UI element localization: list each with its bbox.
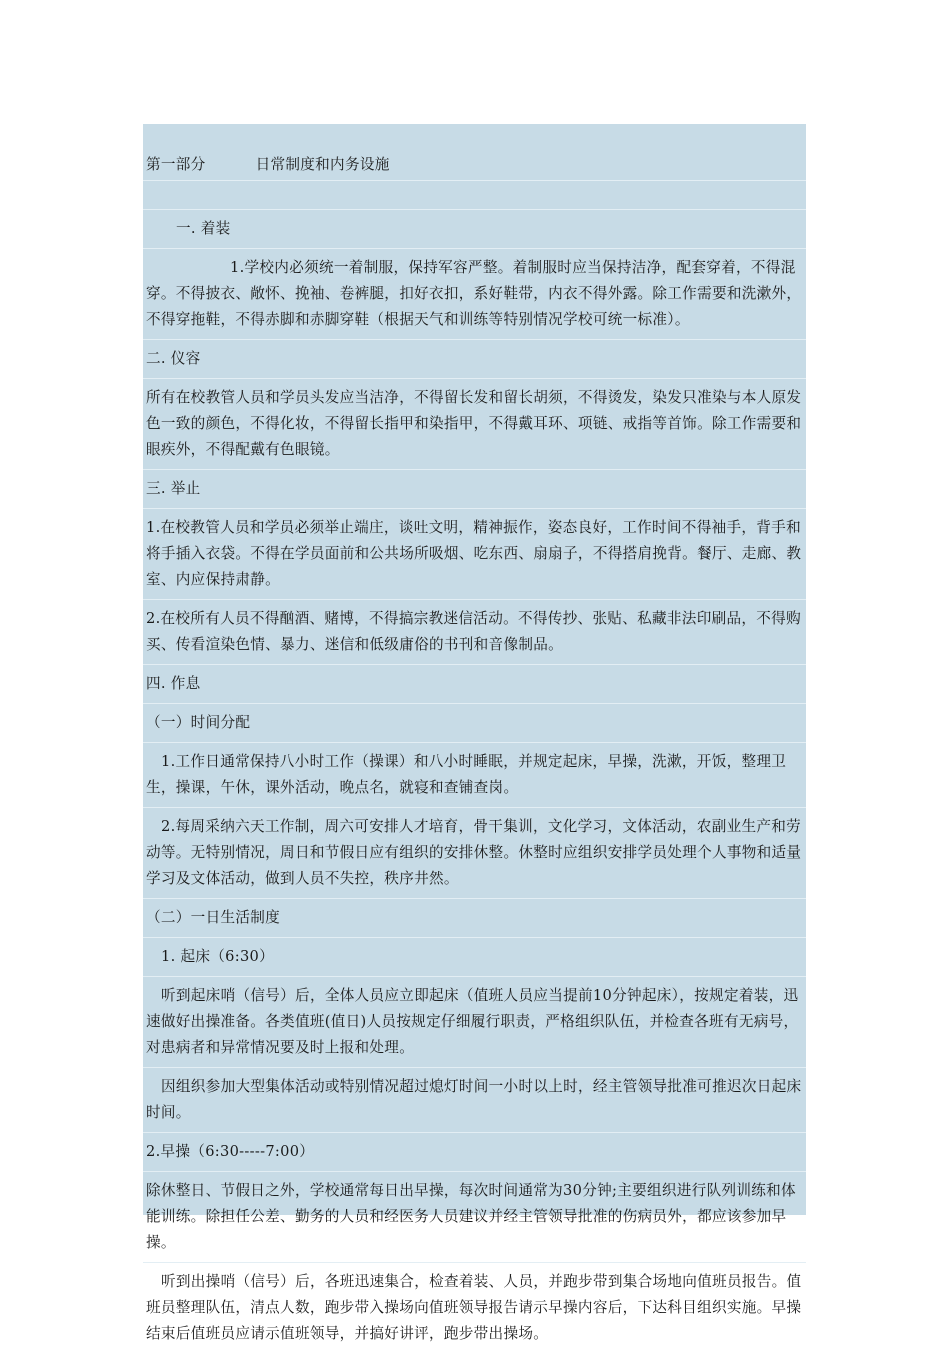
subheading-daily-routine: （二）一日生活制度 — [143, 899, 806, 938]
paragraph-attire-1: 1.学校内必须统一着制服，保持军容严整。着制服时应当保持洁净，配套穿着，不得混穿。不得披衣、敞怀、挽袖、卷裤腿，扣好衣扣，系好鞋带，内衣不得外露。除工作需要和洗漱外，不得穿拖鞋，不得赤脚和赤脚穿鞋（根据天气和训练等特别情况学校可统一标准）。 — [143, 249, 806, 340]
paragraph-wake-up-2: 因组织参加大型集体活动或特别情况超过熄灯时间一小时以上时，经主管领导批准可推迟次日起床时间。 — [143, 1068, 806, 1133]
paragraph-appearance-1: 所有在校教管人员和学员头发应当洁净，不得留长发和留长胡须，不得烫发，染发只准染与本人原发色一致的颜色，不得化妆，不得留长指甲和染指甲，不得戴耳环、项链、戒指等首饰。除工作需要和眼疾外，不得配戴有色眼镜。 — [143, 379, 806, 470]
paragraph-conduct-2: 2.在校所有人员不得酗酒、赌博，不得搞宗教迷信活动。不得传抄、张贴、私藏非法印刷品，不得购买、传看渲染色情、暴力、迷信和低级庸俗的书刊和音像制品。 — [143, 600, 806, 665]
section-heading-attire: 一. 着装 — [143, 210, 806, 249]
section-heading-conduct: 三. 举止 — [143, 470, 806, 509]
item-wake-up: 1. 起床（6:30） — [143, 938, 806, 977]
document-page — [143, 124, 806, 1342]
paragraph-conduct-1: 1.在校教管人员和学员必须举止端庄，谈吐文明，精神振作，姿态良好，工作时间不得袖手，背手和将手插入衣袋。不得在学员面前和公共场所吸烟、吃东西、扇扇子，不得搭肩挽背。餐厅、走廊、教室、内应保持肃静。 — [143, 509, 806, 600]
section-heading-schedule: 四. 作息 — [143, 665, 806, 704]
subheading-time-allocation: （一）时间分配 — [143, 704, 806, 743]
title-text: 日常制度和内务设施 — [255, 156, 390, 173]
paragraph-morning-exercise-2: 听到出操哨（信号）后，各班迅速集合，检查着装、人员，并跑步带到集合场地向值班员报告。值班员整理队伍，清点人数，跑步带入操场向值班领导报告请示早操内容后，下达科目组织实施。早操结束后值班员应请示值班领导，并搞好讲评，跑步带出操场。 — [146, 1273, 802, 1342]
item-morning-exercise: 2.早操（6:30-----7:00） — [143, 1133, 806, 1172]
paragraph-wake-up-1: 听到起床哨（信号）后，全体人员应立即起床（值班人员应当提前10分钟起床），按规定着装，迅速做好出操准备。各类值班(值日)人员按规定仔细履行职责，严格组织队伍，并检查各班有无病号，对患病者和异常情况要及时上报和处理。 — [143, 977, 806, 1068]
blank-row — [143, 181, 806, 210]
paragraph-schedule-2: 2.每周采纳六天工作制，周六可安排人才培育，骨干集训，文化学习，文体活动，农副业生产和劳动等。无特别情况，周日和节假日应有组织的安排休整。休整时应组织安排学员处理个人事物和适量学习及文体活动，做到人员不失控，秩序井然。 — [143, 808, 806, 899]
document-title — [143, 124, 806, 181]
paragraph-morning-exercise-1: 除休整日、节假日之外，学校通常每日出早操，每次时间通常为30分钟;主要组织进行队列训练和体能训练。除担任公差、勤务的人员和经医务人员建议并经主管领导批准的伤病员外，都应该参加早操。 — [143, 1172, 806, 1263]
title-part: 第一部分 — [146, 156, 206, 173]
section-heading-appearance: 二. 仪容 — [143, 340, 806, 379]
paragraph-schedule-1: 1.工作日通常保持八小时工作（操课）和八小时睡眠，并规定起床，早操，洗漱，开饭，整理卫生，操课，午休，课外活动，晚点名，就寝和查铺查岗。 — [143, 743, 806, 808]
